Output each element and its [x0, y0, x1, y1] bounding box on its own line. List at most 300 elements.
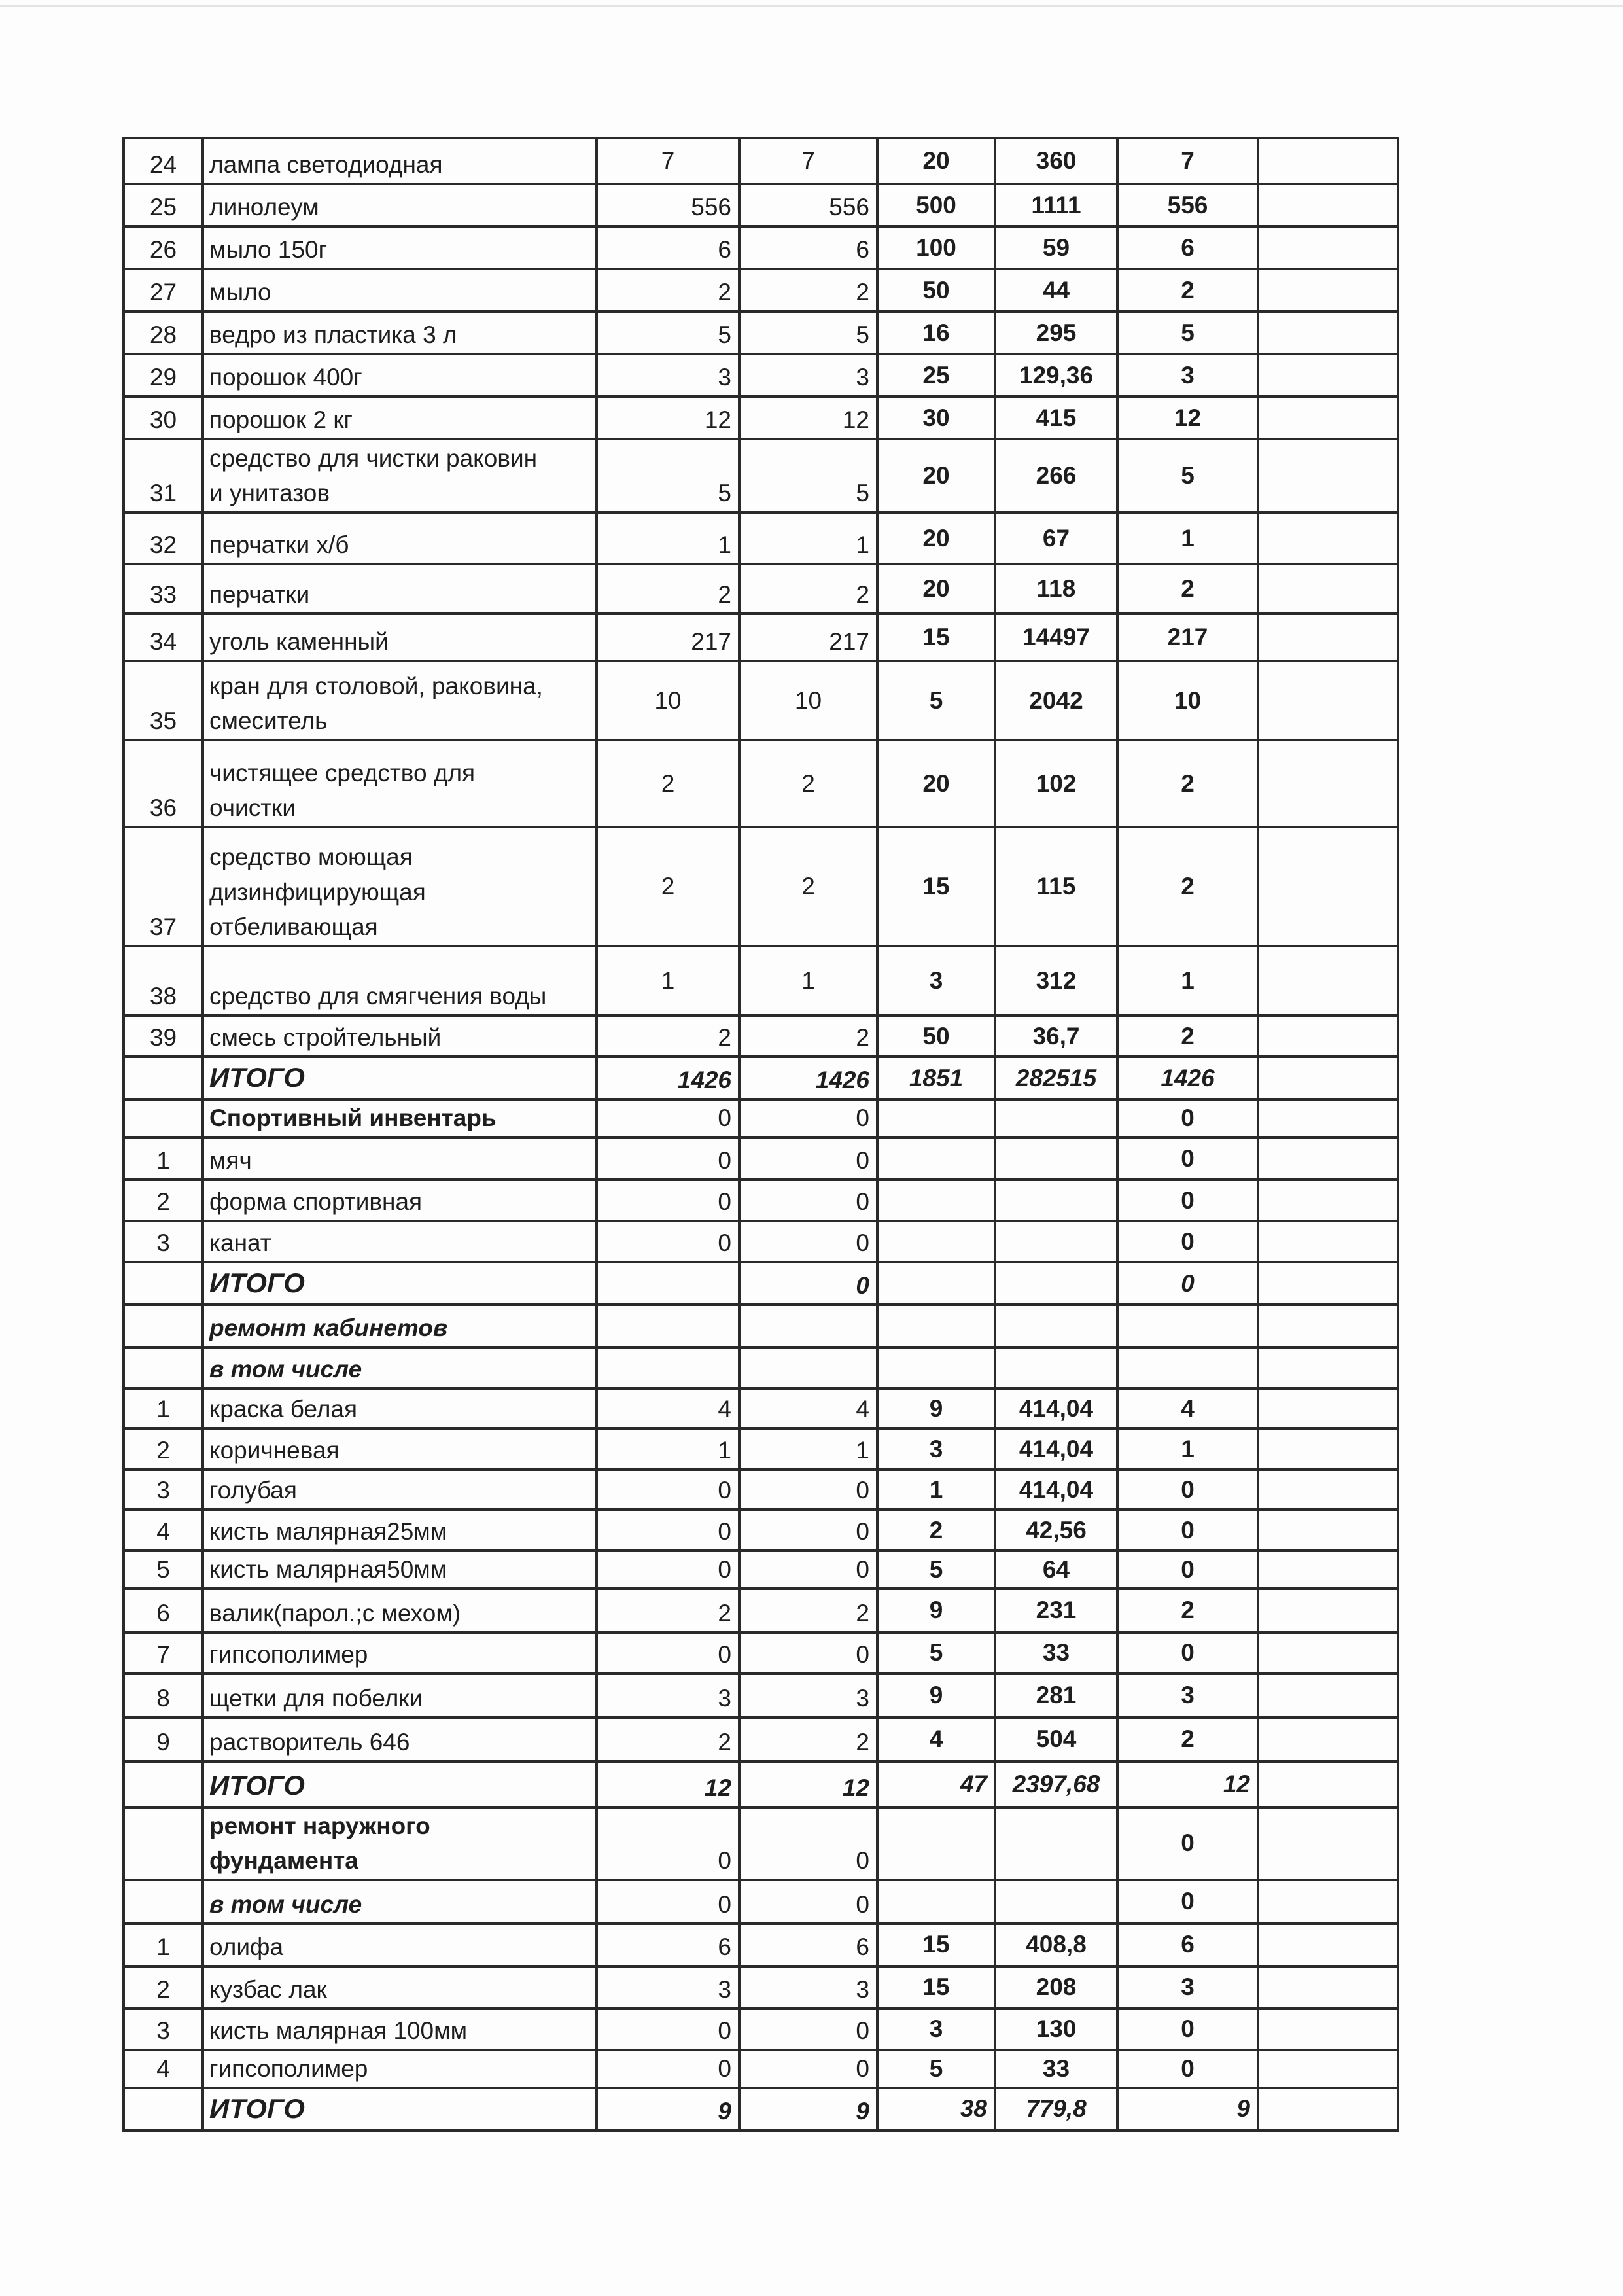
amount: 67: [995, 512, 1117, 564]
qty-e: 2: [1117, 1718, 1258, 1761]
qty-a: 2: [597, 1718, 739, 1761]
qty-b: 0: [739, 1180, 877, 1221]
qty-b: 6: [739, 226, 877, 269]
qty-b: 0: [739, 1633, 877, 1674]
qty-a: 2: [597, 740, 739, 827]
qty-a: 0: [597, 1470, 739, 1510]
qty-c: 20: [877, 740, 995, 827]
item-name: мяч: [203, 1137, 597, 1180]
scan-edge: [0, 5, 1623, 7]
empty-cell: [1258, 397, 1398, 439]
qty-a: 5: [597, 439, 739, 512]
qty-a: 0: [597, 1180, 739, 1221]
qty-a: 4: [597, 1388, 739, 1428]
qty-c: 4: [877, 1718, 995, 1761]
row-number: [124, 1761, 203, 1807]
table-row: [124, 2009, 1398, 2050]
qty-a: [597, 1305, 739, 1347]
table-row: [124, 564, 1398, 614]
empty-cell: [1258, 1221, 1398, 1262]
table-row: [124, 184, 1398, 226]
empty-cell: [1258, 1674, 1398, 1718]
qty-e: 217: [1117, 614, 1258, 661]
qty-c: [877, 1137, 995, 1180]
table-row: [124, 226, 1398, 269]
amount: 118: [995, 564, 1117, 614]
qty-e: 12: [1117, 1761, 1258, 1807]
table-row: [124, 1589, 1398, 1633]
amount: 360: [995, 138, 1117, 184]
amount: 408,8: [995, 1924, 1117, 1966]
row-number: 2: [124, 1180, 203, 1221]
item-name: кисть малярная25мм: [203, 1510, 597, 1551]
table-row: [124, 311, 1398, 354]
amount: 414,04: [995, 1470, 1117, 1510]
empty-cell: [1258, 614, 1398, 661]
empty-cell: [1258, 827, 1398, 946]
qty-b: 0: [739, 1099, 877, 1137]
row-number: 8: [124, 1674, 203, 1718]
qty-b: 0: [739, 1510, 877, 1551]
item-name: чистящее средство для очистки: [203, 740, 597, 827]
item-name: перчатки х/б: [203, 512, 597, 564]
qty-a: 2: [597, 269, 739, 311]
item-name: ремонт кабинетов: [203, 1305, 597, 1347]
row-number: [124, 1305, 203, 1347]
amount: 208: [995, 1966, 1117, 2009]
qty-a: 3: [597, 1674, 739, 1718]
amount: 33: [995, 2050, 1117, 2088]
table-row: [124, 1718, 1398, 1761]
table-row: [124, 439, 1398, 512]
qty-b: 12: [739, 1761, 877, 1807]
amount: [995, 1221, 1117, 1262]
qty-a: 1426: [597, 1057, 739, 1099]
amount: 64: [995, 1551, 1117, 1589]
row-number: 24: [124, 138, 203, 184]
amount: 102: [995, 740, 1117, 827]
qty-e: 5: [1117, 311, 1258, 354]
table-row: [124, 1388, 1398, 1428]
qty-e: 1426: [1117, 1057, 1258, 1099]
row-number: [124, 1057, 203, 1099]
table-row: [124, 1966, 1398, 2009]
empty-cell: [1258, 1470, 1398, 1510]
row-number: 2: [124, 1966, 203, 2009]
table-row: [124, 1180, 1398, 1221]
row-number: 29: [124, 354, 203, 397]
qty-e: 0: [1117, 1633, 1258, 1674]
amount: 415: [995, 397, 1117, 439]
amount: 129,36: [995, 354, 1117, 397]
qty-b: 2: [739, 1718, 877, 1761]
qty-e: 9: [1117, 2088, 1258, 2130]
row-number: 4: [124, 1510, 203, 1551]
qty-a: 0: [597, 1880, 739, 1924]
qty-c: 15: [877, 1924, 995, 1966]
table-row: [124, 740, 1398, 827]
row-number: 36: [124, 740, 203, 827]
amount: [995, 1347, 1117, 1388]
qty-c: 20: [877, 138, 995, 184]
table-row: [124, 138, 1398, 184]
row-number: [124, 1880, 203, 1924]
empty-cell: [1258, 269, 1398, 311]
item-name: коричневая: [203, 1428, 597, 1470]
row-number: 25: [124, 184, 203, 226]
empty-cell: [1258, 311, 1398, 354]
table-row: [124, 512, 1398, 564]
qty-e: 0: [1117, 1510, 1258, 1551]
row-number: [124, 2088, 203, 2130]
qty-e: 2: [1117, 740, 1258, 827]
item-name: гипсополимер: [203, 1633, 597, 1674]
qty-b: [739, 1305, 877, 1347]
item-name: ИТОГО: [203, 2088, 597, 2130]
empty-cell: [1258, 2009, 1398, 2050]
qty-c: 50: [877, 269, 995, 311]
amount: [995, 1137, 1117, 1180]
qty-a: 0: [597, 1137, 739, 1180]
amount: 36,7: [995, 1016, 1117, 1057]
qty-b: 3: [739, 1674, 877, 1718]
qty-e: 3: [1117, 354, 1258, 397]
qty-c: 38: [877, 2088, 995, 2130]
empty-cell: [1258, 1016, 1398, 1057]
qty-c: 5: [877, 661, 995, 740]
amount: 281: [995, 1674, 1117, 1718]
empty-cell: [1258, 1137, 1398, 1180]
qty-e: 3: [1117, 1674, 1258, 1718]
qty-c: [877, 1221, 995, 1262]
qty-a: 0: [597, 1510, 739, 1551]
item-name: в том числе: [203, 1880, 597, 1924]
row-number: [124, 1099, 203, 1137]
total-row: [124, 2088, 1398, 2130]
row-number: 26: [124, 226, 203, 269]
row-number: 9: [124, 1718, 203, 1761]
item-name: Спортивный инвентарь: [203, 1099, 597, 1137]
empty-cell: [1258, 1880, 1398, 1924]
row-number: 38: [124, 946, 203, 1016]
item-name: порошок 400г: [203, 354, 597, 397]
table-row: [124, 1924, 1398, 1966]
qty-b: 5: [739, 311, 877, 354]
row-number: 1: [124, 1924, 203, 1966]
item-name: ИТОГО: [203, 1761, 597, 1807]
empty-cell: [1258, 1633, 1398, 1674]
qty-a: 2: [597, 1589, 739, 1633]
amount: 414,04: [995, 1388, 1117, 1428]
amount: 115: [995, 827, 1117, 946]
qty-a: 9: [597, 2088, 739, 2130]
amount: [995, 1305, 1117, 1347]
qty-a: 1: [597, 1428, 739, 1470]
amount: 1111: [995, 184, 1117, 226]
qty-e: 556: [1117, 184, 1258, 226]
qty-e: [1117, 1347, 1258, 1388]
table-row: [124, 1470, 1398, 1510]
qty-e: 0: [1117, 1262, 1258, 1305]
qty-e: 0: [1117, 1180, 1258, 1221]
row-number: 32: [124, 512, 203, 564]
item-name: средство для смягчения воды: [203, 946, 597, 1016]
empty-cell: [1258, 1924, 1398, 1966]
amount: 504: [995, 1718, 1117, 1761]
item-name: кран для столовой, раковина, смеситель: [203, 661, 597, 740]
table-row: [124, 1221, 1398, 1262]
qty-a: 3: [597, 354, 739, 397]
amount: 42,56: [995, 1510, 1117, 1551]
section-row: [124, 1099, 1398, 1137]
qty-b: 0: [739, 1262, 877, 1305]
item-name: гипсополимер: [203, 2050, 597, 2088]
qty-b: 5: [739, 439, 877, 512]
qty-c: 47: [877, 1761, 995, 1807]
table-row: [124, 397, 1398, 439]
qty-e: 10: [1117, 661, 1258, 740]
qty-c: 500: [877, 184, 995, 226]
qty-b: 3: [739, 1966, 877, 2009]
qty-c: [877, 1099, 995, 1137]
qty-e: 2: [1117, 1016, 1258, 1057]
amount: [995, 1262, 1117, 1305]
qty-e: 2: [1117, 564, 1258, 614]
amount: 2042: [995, 661, 1117, 740]
qty-a: 0: [597, 1099, 739, 1137]
table-row: [124, 1674, 1398, 1718]
row-number: 2: [124, 1428, 203, 1470]
total-row: [124, 1761, 1398, 1807]
qty-a: 1: [597, 512, 739, 564]
item-name: лампа светодиодная: [203, 138, 597, 184]
qty-e: 2: [1117, 269, 1258, 311]
qty-e: 0: [1117, 2009, 1258, 2050]
table-row: [124, 354, 1398, 397]
qty-c: 20: [877, 564, 995, 614]
qty-a: 6: [597, 226, 739, 269]
qty-a: 3: [597, 1966, 739, 2009]
row-number: 28: [124, 311, 203, 354]
amount: [995, 1880, 1117, 1924]
empty-cell: [1258, 1966, 1398, 2009]
amount: 14497: [995, 614, 1117, 661]
qty-a: 2: [597, 1016, 739, 1057]
amount: 33: [995, 1633, 1117, 1674]
qty-e: 2: [1117, 827, 1258, 946]
table-row: [124, 614, 1398, 661]
qty-c: 9: [877, 1388, 995, 1428]
empty-cell: [1258, 1180, 1398, 1221]
row-number: 6: [124, 1589, 203, 1633]
qty-e: 0: [1117, 1099, 1258, 1137]
empty-cell: [1258, 226, 1398, 269]
qty-e: 0: [1117, 1137, 1258, 1180]
qty-b: 0: [739, 1470, 877, 1510]
empty-cell: [1258, 354, 1398, 397]
empty-cell: [1258, 1510, 1398, 1551]
inventory-table: [122, 137, 1399, 2132]
qty-c: [877, 1262, 995, 1305]
qty-c: 5: [877, 1551, 995, 1589]
empty-cell: [1258, 512, 1398, 564]
qty-e: 1: [1117, 946, 1258, 1016]
row-number: 1: [124, 1137, 203, 1180]
item-name: ИТОГО: [203, 1057, 597, 1099]
total-row: [124, 1057, 1398, 1099]
qty-a: 556: [597, 184, 739, 226]
qty-e: 0: [1117, 1221, 1258, 1262]
qty-e: 1: [1117, 512, 1258, 564]
qty-b: 10: [739, 661, 877, 740]
row-number: 37: [124, 827, 203, 946]
qty-e: [1117, 1305, 1258, 1347]
qty-c: [877, 1807, 995, 1880]
empty-cell: [1258, 1551, 1398, 1589]
amount: 779,8: [995, 2088, 1117, 2130]
qty-b: 556: [739, 184, 877, 226]
item-name: канат: [203, 1221, 597, 1262]
table-row: [124, 269, 1398, 311]
item-name: ведро из пластика 3 л: [203, 311, 597, 354]
row-number: [124, 1262, 203, 1305]
row-number: 35: [124, 661, 203, 740]
qty-c: 5: [877, 1633, 995, 1674]
qty-b: 2: [739, 269, 877, 311]
qty-b: 6: [739, 1924, 877, 1966]
qty-a: 217: [597, 614, 739, 661]
qty-e: 3: [1117, 1966, 1258, 2009]
qty-c: 20: [877, 512, 995, 564]
qty-b: 1: [739, 512, 877, 564]
qty-b: 4: [739, 1388, 877, 1428]
qty-c: 9: [877, 1674, 995, 1718]
table-row: [124, 1428, 1398, 1470]
qty-a: 0: [597, 1551, 739, 1589]
qty-a: 7: [597, 138, 739, 184]
table-row: [124, 1016, 1398, 1057]
qty-e: 0: [1117, 1880, 1258, 1924]
row-number: 4: [124, 2050, 203, 2088]
item-name: олифа: [203, 1924, 597, 1966]
table-row: [124, 1551, 1398, 1589]
qty-e: 0: [1117, 1470, 1258, 1510]
qty-c: [877, 1305, 995, 1347]
row-number: 30: [124, 397, 203, 439]
table-row: [124, 1633, 1398, 1674]
qty-c: 1851: [877, 1057, 995, 1099]
qty-c: 15: [877, 1966, 995, 2009]
qty-b: 2: [739, 1016, 877, 1057]
item-name: кисть малярная 100мм: [203, 2009, 597, 2050]
table-row: [124, 827, 1398, 946]
empty-cell: [1258, 1807, 1398, 1880]
empty-cell: [1258, 1057, 1398, 1099]
section-row: [124, 1807, 1398, 1880]
qty-c: 16: [877, 311, 995, 354]
row-number: [124, 1347, 203, 1388]
row-number: 3: [124, 1221, 203, 1262]
qty-b: 0: [739, 1221, 877, 1262]
qty-a: 2: [597, 827, 739, 946]
item-name: уголь каменный: [203, 614, 597, 661]
item-name: мыло 150г: [203, 226, 597, 269]
empty-cell: [1258, 184, 1398, 226]
qty-c: 15: [877, 614, 995, 661]
qty-a: 5: [597, 311, 739, 354]
row-number: 5: [124, 1551, 203, 1589]
qty-c: 1: [877, 1470, 995, 1510]
empty-cell: [1258, 1428, 1398, 1470]
qty-e: 5: [1117, 439, 1258, 512]
item-name: смесь стройтельный: [203, 1016, 597, 1057]
qty-c: 20: [877, 439, 995, 512]
qty-e: 6: [1117, 1924, 1258, 1966]
empty-cell: [1258, 1347, 1398, 1388]
qty-c: [877, 1880, 995, 1924]
item-name: средство для чистки раковин и унитазов: [203, 439, 597, 512]
amount: 44: [995, 269, 1117, 311]
qty-c: 2: [877, 1510, 995, 1551]
item-name: мыло: [203, 269, 597, 311]
qty-b: 2: [739, 1589, 877, 1633]
amount: 231: [995, 1589, 1117, 1633]
amount: 282515: [995, 1057, 1117, 1099]
qty-a: 0: [597, 1633, 739, 1674]
row-number: 39: [124, 1016, 203, 1057]
qty-b: 2: [739, 564, 877, 614]
amount: [995, 1099, 1117, 1137]
qty-e: 1: [1117, 1428, 1258, 1470]
qty-c: 100: [877, 226, 995, 269]
empty-cell: [1258, 1099, 1398, 1137]
empty-cell: [1258, 2050, 1398, 2088]
amount: 312: [995, 946, 1117, 1016]
amount: 414,04: [995, 1428, 1117, 1470]
empty-cell: [1258, 439, 1398, 512]
qty-b: 12: [739, 397, 877, 439]
table-row: [124, 1137, 1398, 1180]
qty-e: 2: [1117, 1589, 1258, 1633]
qty-a: [597, 1262, 739, 1305]
qty-a: 0: [597, 1807, 739, 1880]
amount: 2397,68: [995, 1761, 1117, 1807]
item-name: растворитель 646: [203, 1718, 597, 1761]
table-row: [124, 2050, 1398, 2088]
qty-a: 0: [597, 2050, 739, 2088]
qty-c: 5: [877, 2050, 995, 2088]
qty-b: 0: [739, 1551, 877, 1589]
amount: 130: [995, 2009, 1117, 2050]
section-row: [124, 1880, 1398, 1924]
qty-a: 12: [597, 397, 739, 439]
qty-b: 3: [739, 354, 877, 397]
qty-e: 0: [1117, 1551, 1258, 1589]
row-number: 7: [124, 1633, 203, 1674]
qty-a: 6: [597, 1924, 739, 1966]
empty-cell: [1258, 1761, 1398, 1807]
qty-c: 3: [877, 1428, 995, 1470]
qty-a: 10: [597, 661, 739, 740]
empty-cell: [1258, 1589, 1398, 1633]
qty-e: 0: [1117, 1807, 1258, 1880]
item-name: кузбас лак: [203, 1966, 597, 2009]
total-row: [124, 1262, 1398, 1305]
qty-e: 7: [1117, 138, 1258, 184]
item-name: щетки для побелки: [203, 1674, 597, 1718]
qty-a: [597, 1347, 739, 1388]
amount: [995, 1180, 1117, 1221]
